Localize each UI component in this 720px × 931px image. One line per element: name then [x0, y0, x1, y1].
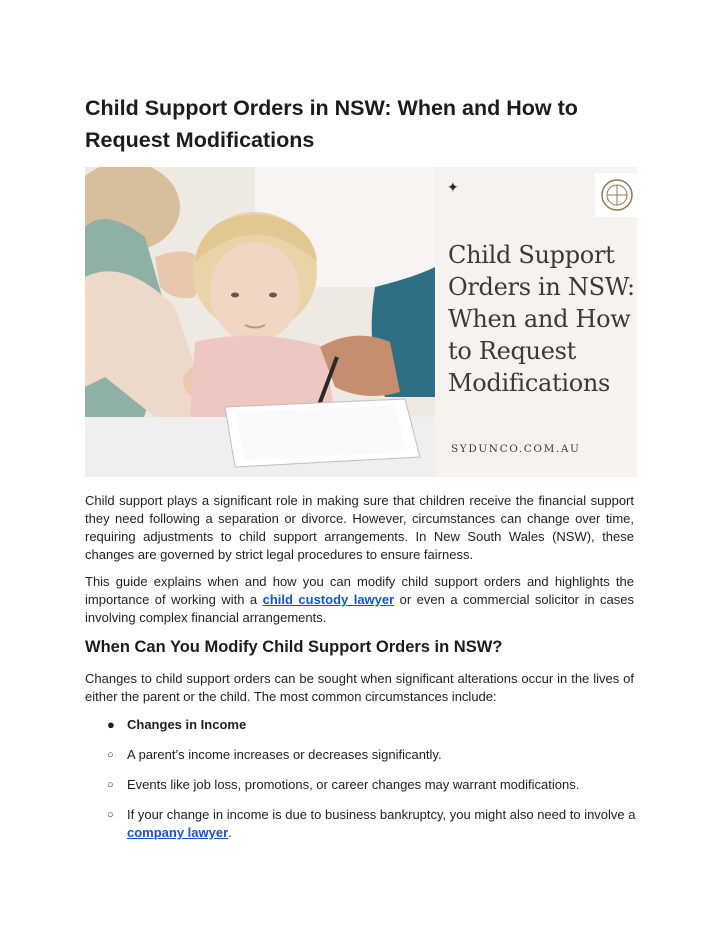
list-item-text: Events like job loss, promotions, or career changes may warrant modifications. [127, 777, 580, 792]
company-lawyer-link[interactable]: company lawyer [127, 825, 229, 840]
hero-title-text: Child Support Orders in NSW: When and How to Request Modifications [448, 241, 635, 397]
section-intro-paragraph: Changes to child support orders can be sought when significant alterations occur in the lives of either the parent or the child. The most common circumstances include: [85, 671, 634, 704]
bullet-marker: ● [107, 717, 115, 732]
intro-paragraph-2 [85, 573, 634, 627]
section-heading: When Can You Modify Child Support Orders in NSW? [85, 638, 503, 656]
bullet-marker: ○ [107, 749, 114, 761]
intro-p2-after: or even a commercial solicitor in cases involving complex financial arrangements. [85, 592, 634, 625]
hero-text-panel [435, 167, 637, 477]
list-item-continuation [127, 824, 232, 842]
hero-photo [85, 167, 435, 477]
intro-paragraph-1: Child support plays a significant role in making sure that children receive the financial support they need following a separation or divorce. However, circumstances can change over time, requiring adjustments to child support arrangements. In New South Wales (NSW), these changes are governed by strict legal procedures to ensure fairness. [85, 493, 634, 562]
firm-logo-icon [595, 173, 637, 217]
hero-image [85, 167, 637, 477]
list-item-text: A parent’s income increases or decreases significantly. [127, 747, 442, 762]
list-item-text: Changes in Income [127, 717, 247, 732]
sparkle-icon: ✦ [447, 179, 459, 195]
intro-p2-before: This guide explains when and how you can modify child support orders and highlights the importance of working with a [85, 574, 634, 607]
page-title: Child Support Orders in NSW: When and How to Request Modifications [85, 96, 578, 152]
list-item-punctuation: . [228, 825, 232, 840]
child-custody-lawyer-link[interactable]: child custody lawyer [262, 592, 395, 607]
family-photo-illustration [85, 167, 435, 477]
list-item-text: If your change in income is due to business bankruptcy, you might also need to involve a [127, 807, 636, 822]
bullet-marker: ○ [107, 779, 114, 791]
hero-site-url: SYDUNCO.COM.AU [451, 443, 581, 455]
bullet-marker: ○ [107, 809, 114, 821]
